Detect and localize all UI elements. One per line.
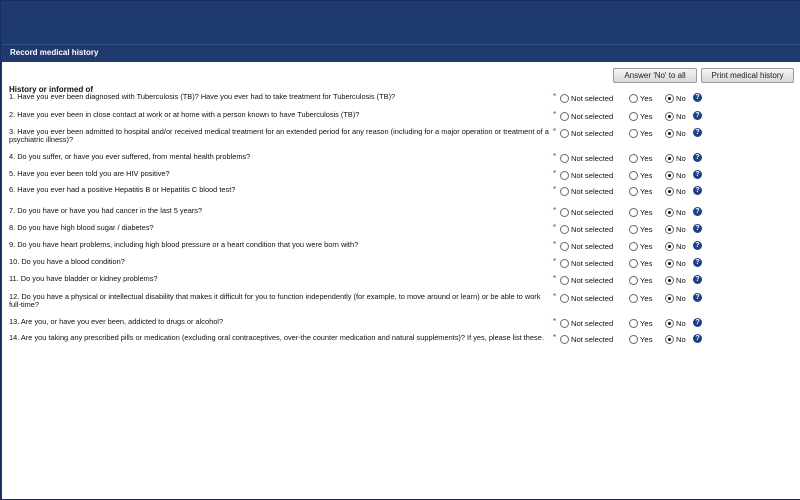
q14-yes-radio[interactable] <box>629 335 638 344</box>
yes-label: Yes <box>640 276 653 285</box>
q3-yes-radio[interactable] <box>629 129 638 138</box>
yes-label: Yes <box>640 294 653 303</box>
not-selected-label: Not selected <box>571 335 614 344</box>
required-asterisk: * <box>553 169 557 178</box>
required-asterisk: * <box>553 257 557 266</box>
question-13-options <box>553 319 703 329</box>
q9-no-radio[interactable] <box>665 242 674 251</box>
q8-no-radio[interactable] <box>665 225 674 234</box>
question-12-text: 12. Do you have a physical or intellectual disability that makes it difficult for you to function independently (for example, to move around or learn) or be able to work full-time? <box>9 292 541 310</box>
help-icon[interactable]: ? <box>693 241 702 250</box>
q6-not-selected-radio[interactable] <box>560 187 569 196</box>
help-icon[interactable]: ? <box>693 93 702 102</box>
question-11-options <box>553 276 703 286</box>
required-asterisk: * <box>553 92 557 101</box>
required-asterisk: * <box>553 240 557 249</box>
question-8-text: 8. Do you have high blood sugar / diabetes? <box>9 223 154 232</box>
not-selected-label: Not selected <box>571 94 614 103</box>
not-selected-label: Not selected <box>571 112 614 121</box>
q4-not-selected-radio[interactable] <box>560 154 569 163</box>
question-3-text: 3. Have you ever been admitted to hospital and/or received medical treatment for an extended period for any reason (including for a major operation or treatment of a psychiatric illness)? <box>9 127 549 145</box>
no-label: No <box>676 187 686 196</box>
q2-no-radio[interactable] <box>665 112 674 121</box>
question-13-text: 13. Are you, or have you ever been, addicted to drugs or alcohol? <box>9 317 224 326</box>
question-11-text: 11. Do you have bladder or kidney problems? <box>9 274 158 283</box>
help-icon[interactable]: ? <box>693 111 702 120</box>
question-9-options <box>553 242 703 252</box>
header-banner <box>2 2 800 44</box>
help-icon[interactable]: ? <box>693 275 702 284</box>
no-label: No <box>676 208 686 217</box>
q12-no-radio[interactable] <box>665 294 674 303</box>
q11-yes-radio[interactable] <box>629 276 638 285</box>
q13-no-radio[interactable] <box>665 319 674 328</box>
required-asterisk: * <box>553 110 557 119</box>
page-title-bar <box>2 44 800 62</box>
yes-label: Yes <box>640 225 653 234</box>
question-14-options <box>553 335 703 345</box>
no-label: No <box>676 129 686 138</box>
yes-label: Yes <box>640 335 653 344</box>
help-icon[interactable]: ? <box>693 293 702 302</box>
question-7-options <box>553 208 703 218</box>
q10-yes-radio[interactable] <box>629 259 638 268</box>
yes-label: Yes <box>640 208 653 217</box>
question-4-options <box>553 154 703 164</box>
q7-yes-radio[interactable] <box>629 208 638 217</box>
no-label: No <box>676 225 686 234</box>
q1-not-selected-radio[interactable] <box>560 94 569 103</box>
q10-not-selected-radio[interactable] <box>560 259 569 268</box>
help-icon[interactable]: ? <box>693 224 702 233</box>
required-asterisk: * <box>553 127 557 136</box>
no-label: No <box>676 154 686 163</box>
q7-not-selected-radio[interactable] <box>560 208 569 217</box>
page-title: Record medical history <box>10 48 99 57</box>
help-icon[interactable]: ? <box>693 258 702 267</box>
not-selected-label: Not selected <box>571 276 614 285</box>
print-medical-history-button[interactable]: Print medical history <box>701 68 794 83</box>
q5-no-radio[interactable] <box>665 171 674 180</box>
question-3-options <box>553 129 703 139</box>
not-selected-label: Not selected <box>571 171 614 180</box>
help-icon[interactable]: ? <box>693 318 702 327</box>
not-selected-label: Not selected <box>571 129 614 138</box>
q13-yes-radio[interactable] <box>629 319 638 328</box>
required-asterisk: * <box>553 274 557 283</box>
not-selected-label: Not selected <box>571 259 614 268</box>
medical-history-form <box>2 62 800 499</box>
help-icon[interactable]: ? <box>693 207 702 216</box>
help-icon[interactable]: ? <box>693 186 702 195</box>
yes-label: Yes <box>640 242 653 251</box>
no-label: No <box>676 276 686 285</box>
q9-not-selected-radio[interactable] <box>560 242 569 251</box>
q14-no-radio[interactable] <box>665 335 674 344</box>
q2-not-selected-radio[interactable] <box>560 112 569 121</box>
question-4-text: 4. Do you suffer, or have you ever suffered, from mental health problems? <box>9 152 251 161</box>
q6-yes-radio[interactable] <box>629 187 638 196</box>
no-label: No <box>676 294 686 303</box>
yes-label: Yes <box>640 259 653 268</box>
yes-label: Yes <box>640 187 653 196</box>
no-label: No <box>676 112 686 121</box>
q8-yes-radio[interactable] <box>629 225 638 234</box>
not-selected-label: Not selected <box>571 225 614 234</box>
no-label: No <box>676 319 686 328</box>
not-selected-label: Not selected <box>571 187 614 196</box>
section-heading: History or informed of <box>9 85 94 94</box>
yes-label: Yes <box>640 129 653 138</box>
yes-label: Yes <box>640 154 653 163</box>
question-2-options <box>553 112 703 122</box>
no-label: No <box>676 94 686 103</box>
help-icon[interactable]: ? <box>693 128 702 137</box>
q5-not-selected-radio[interactable] <box>560 171 569 180</box>
q11-no-radio[interactable] <box>665 276 674 285</box>
q4-yes-radio[interactable] <box>629 154 638 163</box>
q4-no-radio[interactable] <box>665 154 674 163</box>
q3-no-radio[interactable] <box>665 129 674 138</box>
required-asterisk: * <box>553 185 557 194</box>
required-asterisk: * <box>553 317 557 326</box>
question-2-text: 2. Have you ever been in close contact at work or at home with a person known to have Tuberculosis (TB)? <box>9 110 360 119</box>
question-14-text: 14. Are you taking any prescribed pills or medication (excluding oral contraceptives, over-the counter medication and natural supplements)? If yes, please list these. <box>9 333 544 342</box>
answer-no-to-all-button[interactable]: Answer 'No' to all <box>613 68 697 83</box>
question-10-text: 10. Do you have a blood condition? <box>9 257 125 266</box>
not-selected-label: Not selected <box>571 294 614 303</box>
not-selected-label: Not selected <box>571 154 614 163</box>
not-selected-label: Not selected <box>571 319 614 328</box>
yes-label: Yes <box>640 319 653 328</box>
question-12-options <box>553 294 703 304</box>
required-asterisk: * <box>553 223 557 232</box>
help-icon[interactable]: ? <box>693 170 702 179</box>
required-asterisk: * <box>553 152 557 161</box>
q9-yes-radio[interactable] <box>629 242 638 251</box>
q13-not-selected-radio[interactable] <box>560 319 569 328</box>
q12-not-selected-radio[interactable] <box>560 294 569 303</box>
q10-no-radio[interactable] <box>665 259 674 268</box>
no-label: No <box>676 335 686 344</box>
q2-yes-radio[interactable] <box>629 112 638 121</box>
q7-no-radio[interactable] <box>665 208 674 217</box>
question-8-options <box>553 225 703 235</box>
question-5-text: 5. Have you ever been told you are HIV positive? <box>9 169 170 178</box>
question-5-options <box>553 171 703 181</box>
question-6-text: 6. Have you ever had a positive Hepatitis B or Hepatitis C blood test? <box>9 185 236 194</box>
required-asterisk: * <box>553 292 557 301</box>
question-1-options <box>553 94 703 104</box>
q8-not-selected-radio[interactable] <box>560 225 569 234</box>
question-7-text: 7. Do you have or have you had cancer in the last 5 years? <box>9 206 203 215</box>
question-9-text: 9. Do you have heart problems, including high blood pressure or a heart condition that you were born with? <box>9 240 359 249</box>
q11-not-selected-radio[interactable] <box>560 276 569 285</box>
q5-yes-radio[interactable] <box>629 171 638 180</box>
question-1-text: 1. Have you ever been diagnosed with Tuberculosis (TB)? Have you ever had to take treatment for Tuberculosis (TB)? <box>9 92 396 101</box>
no-label: No <box>676 171 686 180</box>
required-asterisk: * <box>553 206 557 215</box>
not-selected-label: Not selected <box>571 242 614 251</box>
not-selected-label: Not selected <box>571 208 614 217</box>
q6-no-radio[interactable] <box>665 187 674 196</box>
question-6-options <box>553 187 703 197</box>
no-label: No <box>676 242 686 251</box>
no-label: No <box>676 259 686 268</box>
required-asterisk: * <box>553 333 557 342</box>
yes-label: Yes <box>640 171 653 180</box>
question-10-options <box>553 259 703 269</box>
help-icon[interactable]: ? <box>693 334 702 343</box>
q1-yes-radio[interactable] <box>629 94 638 103</box>
q1-no-radio[interactable] <box>665 94 674 103</box>
yes-label: Yes <box>640 94 653 103</box>
q14-not-selected-radio[interactable] <box>560 335 569 344</box>
q3-not-selected-radio[interactable] <box>560 129 569 138</box>
help-icon[interactable]: ? <box>693 153 702 162</box>
yes-label: Yes <box>640 112 653 121</box>
q12-yes-radio[interactable] <box>629 294 638 303</box>
